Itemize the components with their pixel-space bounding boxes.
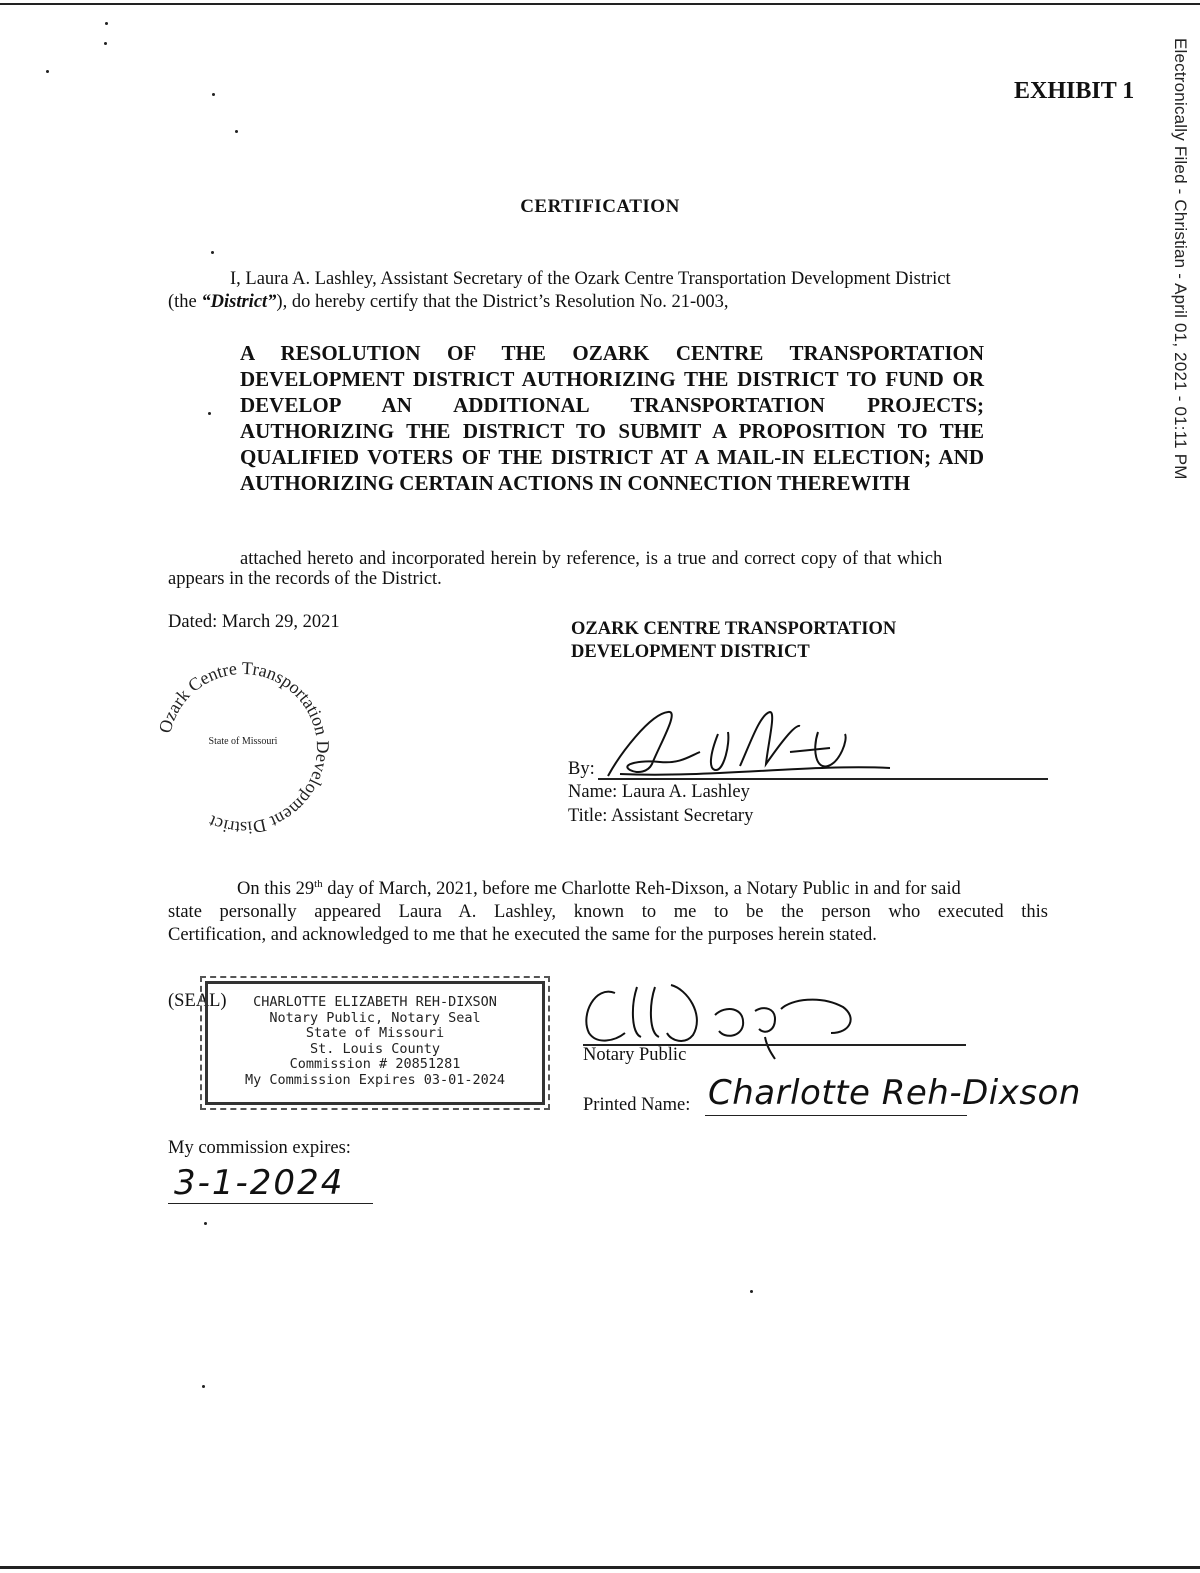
- lashley-signature: [590, 704, 910, 784]
- scan-speck: [46, 70, 49, 73]
- notary-stamp: [205, 981, 545, 1105]
- notary-line-2: state personally appeared Laura A. Lashley, known to me to be the person who executed this: [168, 902, 1048, 922]
- seal-ring-text: Ozark Centre Transportation Development District: [154, 657, 334, 839]
- signatory-title: Title: Assistant Secretary: [568, 806, 754, 826]
- notary-line-1: [237, 873, 961, 901]
- notary-line-1-start: On this 29: [237, 879, 315, 900]
- scan-speck: [202, 1385, 205, 1388]
- attached-line-1: attached hereto and incorporated herein by reference, is a true and correct copy of that which: [240, 549, 943, 569]
- commission-expires-label: My commission expires:: [168, 1138, 351, 1158]
- scan-speck: [212, 93, 215, 96]
- bottom-border: [0, 1566, 1200, 1569]
- scan-speck: [235, 130, 238, 133]
- by-label: By:: [568, 759, 595, 779]
- seal-label: (SEAL): [168, 991, 227, 1011]
- district-name-line-2: DEVELOPMENT DISTRICT: [571, 642, 810, 662]
- attached-line-2: appears in the records of the District.: [168, 569, 442, 589]
- district-seal: [150, 655, 336, 841]
- notary-ordinal: th: [314, 878, 323, 890]
- intro-line-2: [168, 291, 729, 314]
- printed-name-label: Printed Name:: [583, 1095, 691, 1115]
- notary-line-3: Certification, and acknowledged to me that he executed the same for the purposes herein stated.: [168, 925, 877, 945]
- scan-speck: [750, 1290, 753, 1293]
- intro-prefix: (the: [168, 292, 202, 312]
- stamp-name: CHARLOTTE ELIZABETH REH-DIXSON: [253, 994, 497, 1010]
- stamp-county: St. Louis County: [309, 1040, 441, 1057]
- resolution-title: A RESOLUTION OF THE OZARK CENTRE TRANSPORTATION DEVELOPMENT DISTRICT AUTHORIZING THE DISTRICT TO FUND OR DEVELOP AN ADDITIONAL TRANSPORTATION PROJECTS; AUTHORIZING THE DISTRICT TO SUBMIT A PROPOSITION TO THE QUALIFIED VOTERS OF THE DISTRICT AT A MAIL-IN ELECTION; AND AUTHORIZING CERTAIN ACTIONS IN CONNECTION THEREWITH: [240, 341, 984, 495]
- scan-speck: [105, 22, 108, 25]
- scan-speck: [211, 251, 214, 254]
- signatory-name: Name: Laura A. Lashley: [568, 782, 750, 802]
- stamp-expiration: My Commission Expires 03-01-2024: [244, 1071, 506, 1088]
- district-name-line-1: OZARK CENTRE TRANSPORTATION: [571, 619, 897, 639]
- intro-line-1: I, Laura A. Lashley, Assistant Secretary of the Ozark Centre Transportation Development District: [230, 269, 951, 289]
- stamp-title: Notary Public, Notary Seal: [269, 1009, 481, 1026]
- printed-name-handwritten: Charlotte Reh-Dixson: [708, 1073, 1081, 1113]
- stamp-state: State of Missouri: [305, 1025, 445, 1041]
- document-heading: CERTIFICATION: [520, 196, 680, 217]
- scan-speck: [208, 412, 211, 415]
- notary-public-label: Notary Public: [583, 1045, 687, 1065]
- scan-speck: [104, 42, 107, 45]
- seal-center-text: State of Missouri: [208, 736, 278, 747]
- printed-name-line: [705, 1115, 967, 1116]
- stamp-commission: Commission # 20851281: [289, 1056, 461, 1072]
- intro-suffix: ), do hereby certify that the District’s Resolution No. 21-003,: [276, 292, 729, 312]
- scan-speck: [204, 1222, 207, 1225]
- defined-term: “District”: [201, 292, 277, 312]
- efiling-stamp: Electronically Filed - Christian - April 01, 2021 - 01:11 PM: [1171, 38, 1190, 480]
- commission-expires-handwritten: 3-1-2024: [174, 1163, 345, 1203]
- top-border: [0, 3, 1200, 5]
- dated-line: Dated: March 29, 2021: [168, 612, 340, 632]
- notary-line-1-end: day of March, 2021, before me Charlotte Reh-Dixson, a Notary Public in and for said: [322, 879, 961, 900]
- exhibit-label: EXHIBIT 1: [1014, 78, 1135, 104]
- commission-expires-line: [168, 1203, 373, 1204]
